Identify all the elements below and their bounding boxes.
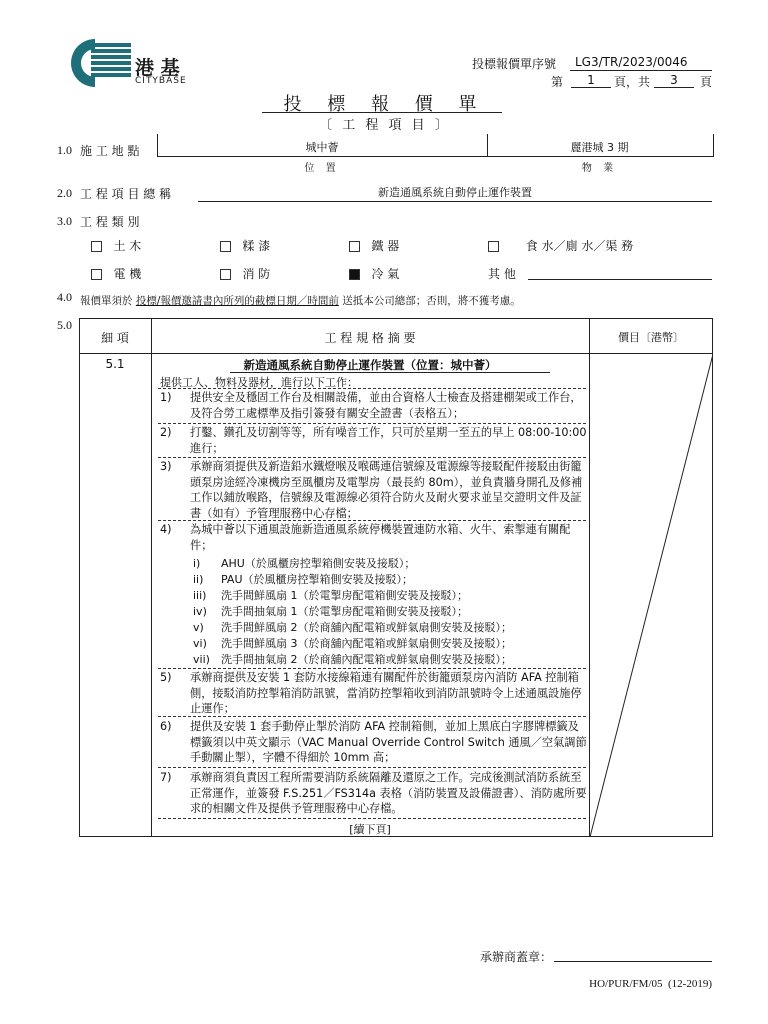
section4-number: 4.0 (57, 290, 72, 304)
section3-number: 3.0 (57, 214, 72, 228)
list-item: 6) 提供及安裝 1 套手動停止掣於消防 AFA 控制箱側，並加上黑底白字膠牌標籤及標籤須以中英文顯示（VAC Manual Override Control Switch 通風／空氣調節 手動關止掣），字體不得細於 10mm 高； (160, 720, 587, 764)
dash-line (158, 818, 586, 819)
checkbox[interactable] (349, 241, 360, 252)
serial-underline (570, 70, 712, 71)
list-item: 1) 提供安全及穩固工作台及相關設備，並由合資格人士檢查及搭建棚架或工作台，及符合勞工處標準及指引簽發有關安全證書（表格五）； (160, 391, 582, 420)
col-header-item: 細 項 (101, 331, 129, 345)
page-total: 3 (654, 73, 694, 88)
list-item: 4) 為城中薈以下通風設施新造通風系統停機裝置連防水箱、火牛、索掣連有關配件； (160, 523, 571, 552)
list-item: 3) 承辦商須提供及新造鉛水鐵燈喉及喉碼連信號線及電源線等接駁配件接駁由街籠頭泵房途經冷凍機房至風櫃房及電掣房（最長約 80m），並負責牆身開孔及修補工作以鋪放喉路，信號線及電源線必須符合防火及耐火要求並呈交證明文件及証書（如有）予管理服務中心存檔； (160, 460, 583, 520)
category-other-label: 其 他 (488, 267, 516, 281)
location-caption: 位 置 (304, 163, 340, 174)
dash-line (158, 457, 586, 458)
page-title: 投 標 報 價 單 (283, 94, 487, 115)
section4-text: 報價單須於 投標/報價邀請書內所列的截標日期／時間前 送抵本公司總部；否則，將不獲考慮。 (80, 295, 521, 307)
category-civil[interactable]: 土 木 (91, 237, 141, 254)
citybase-logo-icon (55, 37, 135, 89)
serial-value: LG3/TR/2023/0046 (575, 55, 688, 69)
dash-line (158, 767, 586, 768)
checkbox[interactable] (488, 241, 499, 252)
company-logo (55, 37, 205, 89)
section2-label: 工 程 項 目 總 稱 (80, 187, 172, 201)
deadline-note: 投標/報價邀請書內所列的截標日期／時間前 (135, 295, 339, 307)
sub-item: ii) PAU（於風櫃房控掣箱側安裝及接駁）； (193, 573, 414, 586)
list-item: 5) 承辦商提供及安裝 1 套防水接線箱連有關配件於街籠頭泵房內消防 AFA 控制箱側，接駁消防控掣箱消防訊號，當消防控掣箱收到消防訊號時令上述通風設施停止運作； (160, 671, 582, 715)
checkbox[interactable] (220, 269, 231, 280)
location-value: 城中薈 (305, 141, 339, 154)
dash-line (158, 388, 586, 389)
list-item: 7) 承辦商須負責因工程所需要消防系統隔離及還原之工作。完成後測試消防系統至正常運作，並簽發 F.S.251／FS314a 表格（消防裝置及設備證書）、消防處所要求的相關文件及提供予管理服務中心存檔。 (160, 771, 587, 815)
checkbox[interactable] (91, 269, 102, 280)
section2-number: 2.0 (57, 186, 72, 200)
section5-number: 5.0 (57, 318, 72, 332)
page-suffix: 頁 (700, 75, 713, 89)
page-subtitle: 〔 工 程 項 目 〕 (319, 118, 451, 133)
dash-line (158, 520, 586, 521)
dash-line (158, 668, 586, 669)
page-prefix: 第 (551, 75, 564, 89)
title-underline (262, 112, 502, 113)
item-title: 新造通風系統自動停止運作裝置（位置：城中薈） (243, 358, 497, 372)
continued-note: [續下頁] (349, 823, 391, 836)
project-name-value: 新造通風系統自動停止運作裝置 (198, 184, 712, 202)
sub-item: v) 洗手間鮮風扇 2（於商舖內配電箱或鮮氣扇側安裝及接駁）； (193, 621, 512, 634)
item-title-underline (230, 372, 550, 373)
section3-label: 工 程 類 別 (80, 215, 140, 229)
form-code: HO/PUR/FM/05 (12-2019) (589, 978, 712, 990)
section1-label: 施 工 地 點 (80, 144, 140, 158)
company-name-zh: 港 基 (135, 57, 180, 79)
contractor-seal-field[interactable] (554, 961, 712, 962)
dash-line (158, 716, 586, 717)
checkbox-checked[interactable] (349, 269, 360, 280)
category-iron[interactable]: 鐵 器 (349, 237, 399, 254)
dash-line (158, 423, 586, 424)
sub-item: iii) 洗手間鮮風扇 1（於電掣房配電箱側安裝及接駁）； (193, 589, 468, 602)
item-number: 5.1 (105, 357, 125, 371)
category-fire[interactable]: 消 防 (220, 265, 270, 282)
property-value: 麗港城 3 期 (570, 141, 629, 154)
sub-item: iv) 洗手間抽氣扇 1（於電掣房配電箱側安裝及接駁）； (193, 605, 468, 618)
item-intro: 提供工人、物料及器材，進行以下工作： (160, 376, 358, 389)
price-void-slash (590, 354, 713, 837)
sub-item: vi) 洗手間鮮風扇 3（於商舖內配電箱或鮮氣扇側安裝及接駁）； (193, 637, 512, 650)
col-header-spec: 工 程 規 格 摘 要 (324, 331, 416, 345)
sub-item: vii) 洗手間抽氣扇 2（於商舖內配電箱或鮮氣扇側安裝及接駁）； (193, 653, 512, 666)
category-other-field[interactable] (528, 279, 712, 280)
col-divider-1 (151, 318, 152, 837)
category-water[interactable]: 食 水／廁 水／渠 務 (488, 237, 633, 254)
property-caption: 物 業 (581, 163, 618, 174)
col-header-price: 價目〔港幣〕 (618, 331, 684, 344)
page-number: 1 (571, 73, 611, 88)
category-electrical[interactable]: 電 機 (91, 265, 141, 282)
section1-number: 1.0 (57, 143, 72, 157)
page-mid: 頁，共 (614, 75, 651, 89)
category-aircon[interactable]: 冷 氣 (349, 265, 399, 282)
company-name-en: CITYBASE (135, 76, 187, 86)
sub-item: i) AHU（於風櫃房控掣箱側安裝及接駁）； (193, 557, 416, 570)
contractor-seal-label: 承辦商蓋章： (480, 950, 553, 964)
serial-label: 投標報價單序號 (472, 57, 557, 71)
checkbox[interactable] (220, 241, 231, 252)
list-item: 2) 打鑿、鑽孔及切割等等，所有噪音工作，只可於星期一至五的早上 08:00-10:00 進行； (160, 426, 587, 455)
checkbox[interactable] (91, 241, 102, 252)
category-paint[interactable]: 糅 漆 (220, 237, 270, 254)
